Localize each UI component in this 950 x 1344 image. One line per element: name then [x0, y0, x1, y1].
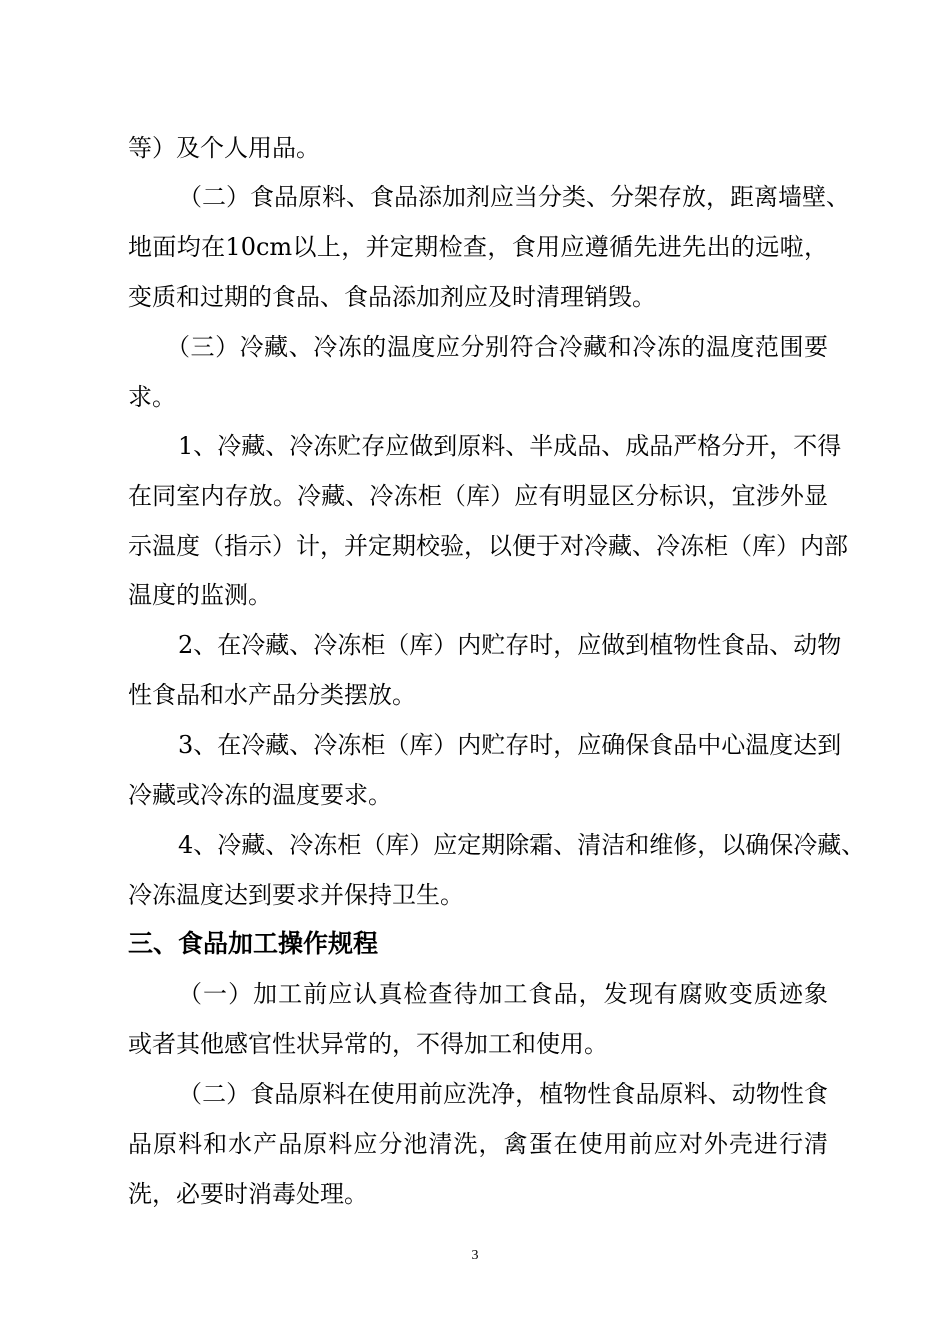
paragraph-line: （一）加工前应认真检查待加工食品，发现有腐败变质迹象 [178, 980, 828, 1008]
paragraph-line: 温度的监测。 [128, 581, 272, 609]
paragraph-line: 4、冷藏、冷冻柜（库）应定期除霜、清洁和维修，以确保冷藏、 [178, 831, 866, 859]
paragraph-line: 2、在冷藏、冷冻柜（库）内贮存时，应做到植物性食品、动物 [178, 631, 842, 659]
page-number: 3 [471, 1248, 479, 1263]
paragraph-line: 地面均在10cm以上，并定期检查，食用应遵循先进先出的远啦， [128, 233, 828, 261]
section-heading: 三、食品加工操作规程 [128, 929, 379, 958]
paragraph-line: 或者其他感官性状异常的，不得加工和使用。 [128, 1030, 608, 1058]
paragraph-line: （三）冷藏、冷冻的温度应分别符合冷藏和冷冻的温度范围要 [166, 333, 828, 361]
paragraph-line: 性食品和水产品分类摆放。 [128, 681, 416, 709]
paragraph-line: 示温度（指示）计，并定期校验，以便于对冷藏、冷冻柜（库）内部 [128, 532, 848, 560]
paragraph-line: 洗，必要时消毒处理。 [128, 1180, 368, 1208]
paragraph-line: 品原料和水产品原料应分池清洗，禽蛋在使用前应对外壳进行清 [128, 1130, 828, 1158]
paragraph-line: （二）食品原料在使用前应洗净，植物性食品原料、动物性食 [178, 1080, 828, 1108]
paragraph-line: 3、在冷藏、冷冻柜（库）内贮存时，应确保食品中心温度达到 [178, 731, 842, 759]
paragraph-line: 等）及个人用品。 [128, 134, 320, 162]
paragraph-line: 求。 [128, 383, 176, 411]
paragraph-line: 1、冷藏、冷冻贮存应做到原料、半成品、成品严格分开，不得 [178, 432, 842, 460]
paragraph-line: 在同室内存放。冷藏、冷冻柜（库）应有明显区分标识，宜涉外显 [128, 482, 828, 510]
paragraph-line: 变质和过期的食品、食品添加剂应及时清理销毁。 [128, 283, 656, 311]
paragraph-line: （二）食品原料、食品添加剂应当分类、分架存放，距离墙壁、 [178, 183, 850, 211]
paragraph-line: 冷冻温度达到要求并保持卫生。 [128, 881, 464, 909]
paragraph-line: 冷藏或冷冻的温度要求。 [128, 781, 392, 809]
